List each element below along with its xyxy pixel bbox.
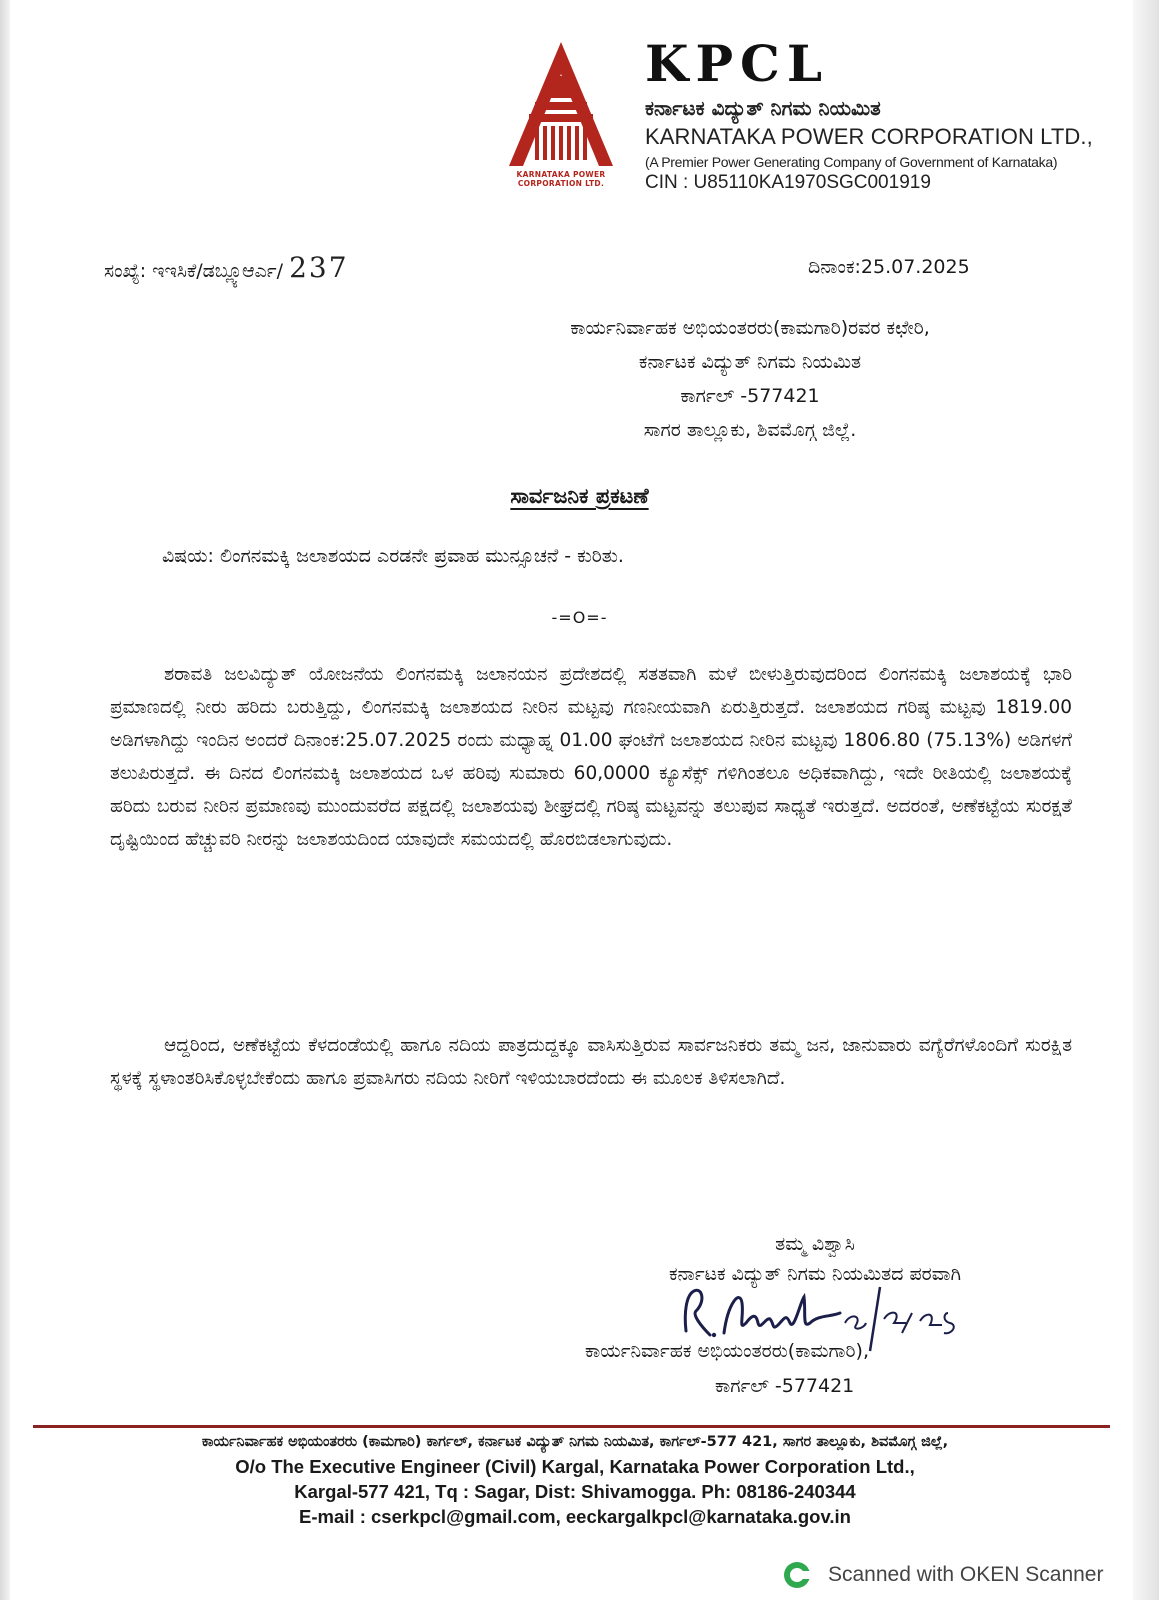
address-line: ಕಾರ್ಗಲ್ -577421	[680, 385, 820, 407]
kpcl-logo	[505, 40, 617, 200]
footer-rule	[33, 1425, 1110, 1428]
address-line: ಸಾಗರ ತಾಲ್ಲೂಕು, ಶಿವಮೊಗ್ಗ ಜಿಲ್ಲೆ.	[643, 419, 857, 441]
address-line: ಕರ್ನಾಟಕ ವಿದ್ಯುತ್ ನಿಗಮ ನಿಯಮಿತ	[638, 351, 862, 373]
brand-acronym: KPCL	[645, 34, 830, 93]
brand-tagline: (A Premier Power Generating Company of Government of Karnataka)	[645, 154, 1058, 170]
signatory-place: ಕಾರ್ಗಲ್ -577421	[715, 1375, 855, 1397]
brand-cin: CIN : U85110KA1970SGC001919	[645, 172, 931, 193]
notice-title-text: ಸಾರ್ವಜನಿಕ ಪ್ರಕಟಣೆ	[510, 484, 649, 508]
page-edge-right	[1133, 0, 1159, 1600]
closing-salutation: ತಮ್ಮ ವಿಶ್ವಾಸಿ	[775, 1233, 855, 1255]
closing-block	[575, 1229, 1055, 1289]
letterhead-brand	[645, 36, 1093, 194]
reference-label: ಸಂಖ್ಯೆ: ಇಇಸಿಕೆ/ಡಬ್ಲ್ಯೂಆರ್ಎ/	[104, 260, 284, 282]
footer-email: E-mail : cserkpcl@gmail.com, eeckargalkpcl@karnataka.gov.in	[299, 1506, 851, 1527]
letter-date: ದಿನಾಂಕ:25.07.2025	[808, 256, 970, 278]
address-line: ಕಾರ್ಯನಿರ್ವಾಹಕ ಅಭಿಯಂತರರು(ಕಾಮಗಾರಿ)ರವರ ಕಛೇರಿ,	[570, 317, 930, 339]
notice-title	[0, 484, 1159, 509]
office-address	[440, 311, 1060, 447]
footer-kannada-address: ಕಾರ್ಯನಿರ್ವಾಹಕ ಅಭಿಯಂತರರು (ಕಾಮಗಾರಿ) ಕಾರ್ಗಲ್, ಕರ್ನಾಟಕ ವಿದ್ಯುತ್ ನಿಗಮ ನಿಯಮಿತ, ಕಾರ್ಗಲ್-577 421, ಸಾಗರ ತಾಲ್ಲೂಕು, ಶಿವಮೊಗ್ಗ ಜಿಲ್ಲೆ,	[201, 1434, 949, 1450]
scanner-watermark-text: Scanned with OKEN Scanner	[828, 1563, 1104, 1586]
page-edge-left	[0, 0, 10, 1600]
footer-office: O/o The Executive Engineer (Civil) Kargal, Karnataka Power Corporation Ltd.,	[235, 1456, 915, 1477]
body-paragraph: ಆದ್ದರಿಂದ, ಅಣೆಕಟ್ಟೆಯ ಕೆಳದಂಡೆಯಲ್ಲಿ ಹಾಗೂ ನದಿಯ ಪಾತ್ರದುದ್ದಕ್ಕೂ ವಾಸಿಸುತ್ತಿರುವ ಸಾರ್ವಜನಿಕರು ತಮ್ಮ ಜನ, ಜಾನುವಾರು ವಗ್ಯೆರೆಗಳೊಂದಿಗೆ ಸುರಕ್ಷಿತ ಸ್ಥಳಕ್ಕೆ ಸ್ಥಳಾಂತರಿಸಿಕೊಳ್ಳಬೇಕೆಂದು ಹಾಗೂ ಪ್ರವಾಸಿಗರು ನದಿಯ ನೀರಿಗೆ ಇಳಿಯಬಾರದೆಂದು ಈ ಮೂಲಕ ತಿಳಿಸಲಾಗಿದೆ.	[110, 1035, 1072, 1089]
logo-caption: KARNATAKA POWER CORPORATION LTD.	[516, 170, 606, 188]
notice-subject: ವಿಷಯ: ಲಿಂಗನಮಕ್ಕಿ ಜಲಾಶಯದ ಎರಡನೇ ಪ್ರವಾಹ ಮುನ್ಸೂಚನೆ - ಕುರಿತು.	[162, 545, 624, 567]
brand-name-english: KARNATAKA POWER CORPORATION LTD.,	[645, 124, 1093, 149]
oken-scanner-icon	[782, 1560, 812, 1590]
signatory-designation: ಕಾರ್ಯನಿರ್ವಾಹಕ ಅಭಿಯಂತರರು(ಕಾಮಗಾರಿ),	[585, 1340, 869, 1362]
closing-on-behalf: ಕರ್ನಾಟಕ ವಿದ್ಯುತ್ ನಿಗಮ ನಿಯಮಿತದ ಪರವಾಗಿ	[668, 1263, 962, 1285]
reference-number	[104, 251, 349, 284]
scanner-watermark	[782, 1557, 1103, 1593]
separator: -=O=-	[551, 608, 608, 627]
reference-handwritten-number: 237	[289, 251, 349, 284]
footer-address-phone: Kargal-577 421, Tq : Sagar, Dist: Shivamogga. Ph: 08186-240344	[294, 1481, 856, 1502]
brand-name-kannada: ಕರ್ನಾಟಕ ವಿದ್ಯುತ್ ನಿಗಮ ನಿಯಮಿತ	[645, 96, 881, 120]
letterhead-footer	[40, 1434, 1110, 1529]
body-paragraph: ಶರಾವತಿ ಜಲವಿದ್ಯುತ್ ಯೋಜನೆಯ ಲಿಂಗನಮಕ್ಕಿ ಜಲಾನಯನ ಪ್ರದೇಶದಲ್ಲಿ ಸತತವಾಗಿ ಮಳೆ ಬೀಳುತ್ತಿರುವುದರಿಂದ ಲಿಂಗನಮಕ್ಕಿ ಜಲಾಶಯಕ್ಕೆ ಭಾರಿ ಪ್ರಮಾಣದಲ್ಲಿ ನೀರು ಹರಿದು ಬರುತ್ತಿದ್ದು, ಲಿಂಗನಮಕ್ಕಿ ಜಲಾಶಯದ ನೀರಿನ ಮಟ್ಟವು ಗಣನೀಯವಾಗಿ ಏರುತ್ತಿರುತ್ತದೆ. ಜಲಾಶಯದ ಗರಿಷ್ಠ ಮಟ್ಟವು 1819.00 ಅಡಿಗಳಾಗಿದ್ದು ಇಂದಿನ ಅಂದರೆ ದಿನಾಂಕ:25.07.2025 ರಂದು ಮಧ್ಯಾಹ್ನ 01.00 ಘಂಟೆಗೆ ಜಲಾಶಯದ ನೀರಿನ ಮಟ್ಟವು 1806.80 (75.13%) ಅಡಿಗಳಗೆ ತಲುಪಿರುತ್ತದೆ. ಈ ದಿನದ ಲಿಂಗನಮಕ್ಕಿ ಜಲಾಶಯದ ಒಳ ಹರಿವು ಸುಮಾರು 60,0000 ಕ್ಯೂಸೆಕ್ಸ್ ಗಳಿಗಿಂತಲೂ ಅಧಿಕವಾಗಿದ್ದು, ಇದೇ ರೀತಿಯಲ್ಲಿ ಜಲಾಶಯಕ್ಕೆ ಹರಿದು ಬರುವ ನೀರಿನ ಪ್ರಮಾಣವು ಮುಂದುವರೆದ ಪಕ್ಷದಲ್ಲಿ ಜಲಾಶಯವು ಶೀಘ್ರದಲ್ಲಿ ಗರಿಷ್ಠ ಮಟ್ಟವನ್ನು ತಲುಪುವ ಸಾಧ್ಯತೆ ಇರುತ್ತದೆ. ಅದರಂತೆ, ಅಣೆಕಟ್ಟೆಯ ಸುರಕ್ಷತೆ ದೃಷ್ಟಿಯಿಂದ ಹೆಚ್ಚುವರಿ ನೀರನ್ನು ಜಲಾಶಯದಿಂದ ಯಾವುದೇ ಸಮಯದಲ್ಲಿ ಹೊರಬಿಡಲಾಗುವುದು.	[110, 664, 1072, 850]
